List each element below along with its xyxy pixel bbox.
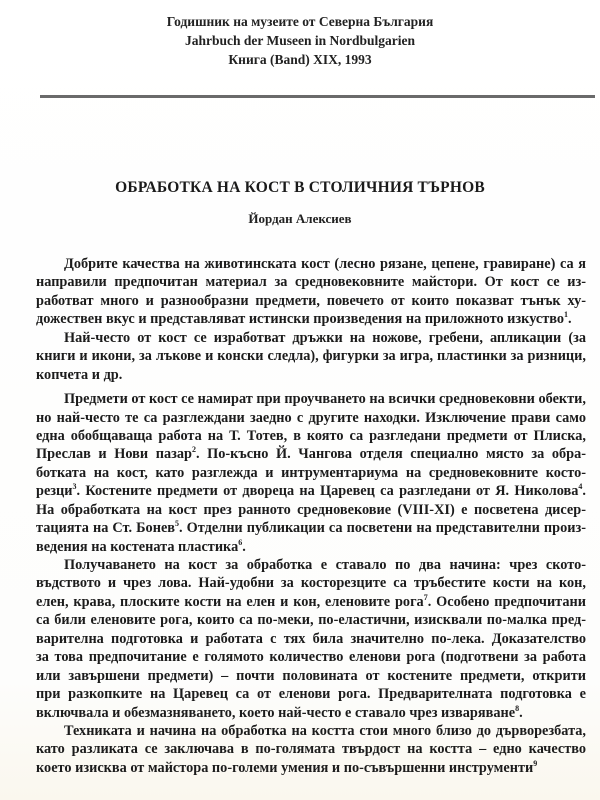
footnote-marker: 8 [515,703,520,713]
text-line: тацията на Ст. Бонев$^5$. Отделни публикации са посветени на представителни произ- [36,519,586,537]
text-line: резци$^3$. Костените предмети от двореца на Царевец са разгледани от Я. Николова$^4$. [36,482,586,500]
text-line: дожествен вкус и представляват истински произведения на приложното изкуство$^1$. [36,310,572,328]
text-line: Техниката и начина на обработка на костта стои много близо до дърворезбата, [64,722,586,739]
footnote-marker: 6 [238,537,243,547]
text-line: Преслав и Нови пазар$^2$. По-късно Й. Чангова отделя специално място за обра- [36,445,586,463]
article-author: Йордан Алексиев [248,211,352,226]
text-line: На обработката на кост през ранното средновековие (VIII-XI) е посветена дисер- [36,501,586,518]
text-line: са били еленовите рога, които са по-меки, по-еластични, изисквали по-малка пред- [36,612,586,629]
text-line: Предмети от кост се намират при проучването на всички средновековни обекти, [64,391,586,408]
text-line: работват много и разнообразни предмети, повечето от които показват тънък ху- [36,292,586,309]
footnote-marker: 2 [191,445,196,455]
footnote-marker: 5 [175,519,180,529]
text-line: за това предпочитание е голямото количество еленови рога (подготвени за работа [36,649,586,666]
footnote-marker: 4 [578,482,583,492]
article-body [36,255,586,777]
text-line: ведения на костената пластика$^6$. [36,537,246,555]
journal-title-german: Jahrbuch der Museen in Nordbulgarien [184,33,416,48]
text-line: но най-често те са разглеждани заедно с другите находки. Изключение прави само [36,409,586,426]
text-line: като разликата се заключава в по-голямата твърдост на костта – едно качество [36,741,586,758]
text-line: въдството и чрез лова. Най-удобни за косторезците са тръбестите кости на кон, [36,575,586,592]
text-line: книги и икони, за лъкове и конски следла), фигурки за игра, пластинки за ризници, [36,348,586,365]
footnote-marker: 9 [533,759,538,769]
journal-title-bulgarian: Годишник на музеите от Северна България [166,14,434,29]
paragraph [36,722,586,777]
footnote-marker: 3 [72,482,77,492]
text-line: Най-често от кост се изработват дръжки на ножове, гребени, апликации (за [64,329,586,346]
paragraph [36,255,586,329]
volume-year: Книга (Band) XIX, 1993 [228,52,372,67]
text-line: една обобщаваща работа на Т. Тотев, в която са разгледани предмети от Плиска, [36,427,586,444]
header-divider [40,95,595,98]
text-line: Получаването на кост за обработка е ставало по два начина: чрез ското- [64,557,586,573]
text-line: варителна подготовка и работата с тях била значително по-лека. Доказателство [36,630,586,647]
text-line: което изисква от майстора по-големи умения и по-съвършенни инструменти$^9$ [36,759,538,776]
paragraph [36,390,586,556]
text-line: Добрите качества на животинската кост (лесно рязане, цепене, гравиране) са я [64,256,586,272]
article-title: ОБРАБОТКА НА КОСТ В СТОЛИЧНИЯ ТЪРНОВ [115,179,485,196]
text-line: при разкопките на Царевец са от еленови рога. Предварителната подготовка е [36,686,586,703]
text-line: включвала и обезмазняването, което най-често е ставало чрез изваряване$^8$. [36,703,523,721]
footnote-marker: 7 [423,593,428,603]
text-line: копчета и др. [36,366,123,383]
footnote-marker: 1 [564,310,569,320]
text-line: ботката на кост, като разглежда и интрументариума на средновековните косто- [36,464,586,481]
paragraph [36,556,586,722]
paragraph [36,329,586,384]
text-line: елен, крава, плоските кости на елен и кон, еленовите рога$^7$. Особено предпочитани [36,593,587,610]
text-line: направили предпочитан материал за средновековните майстори. От кост се из- [36,274,586,291]
text-line: или завършени предмети) – почти половината от костените предмети, открити [36,667,586,684]
running-header [0,12,600,69]
